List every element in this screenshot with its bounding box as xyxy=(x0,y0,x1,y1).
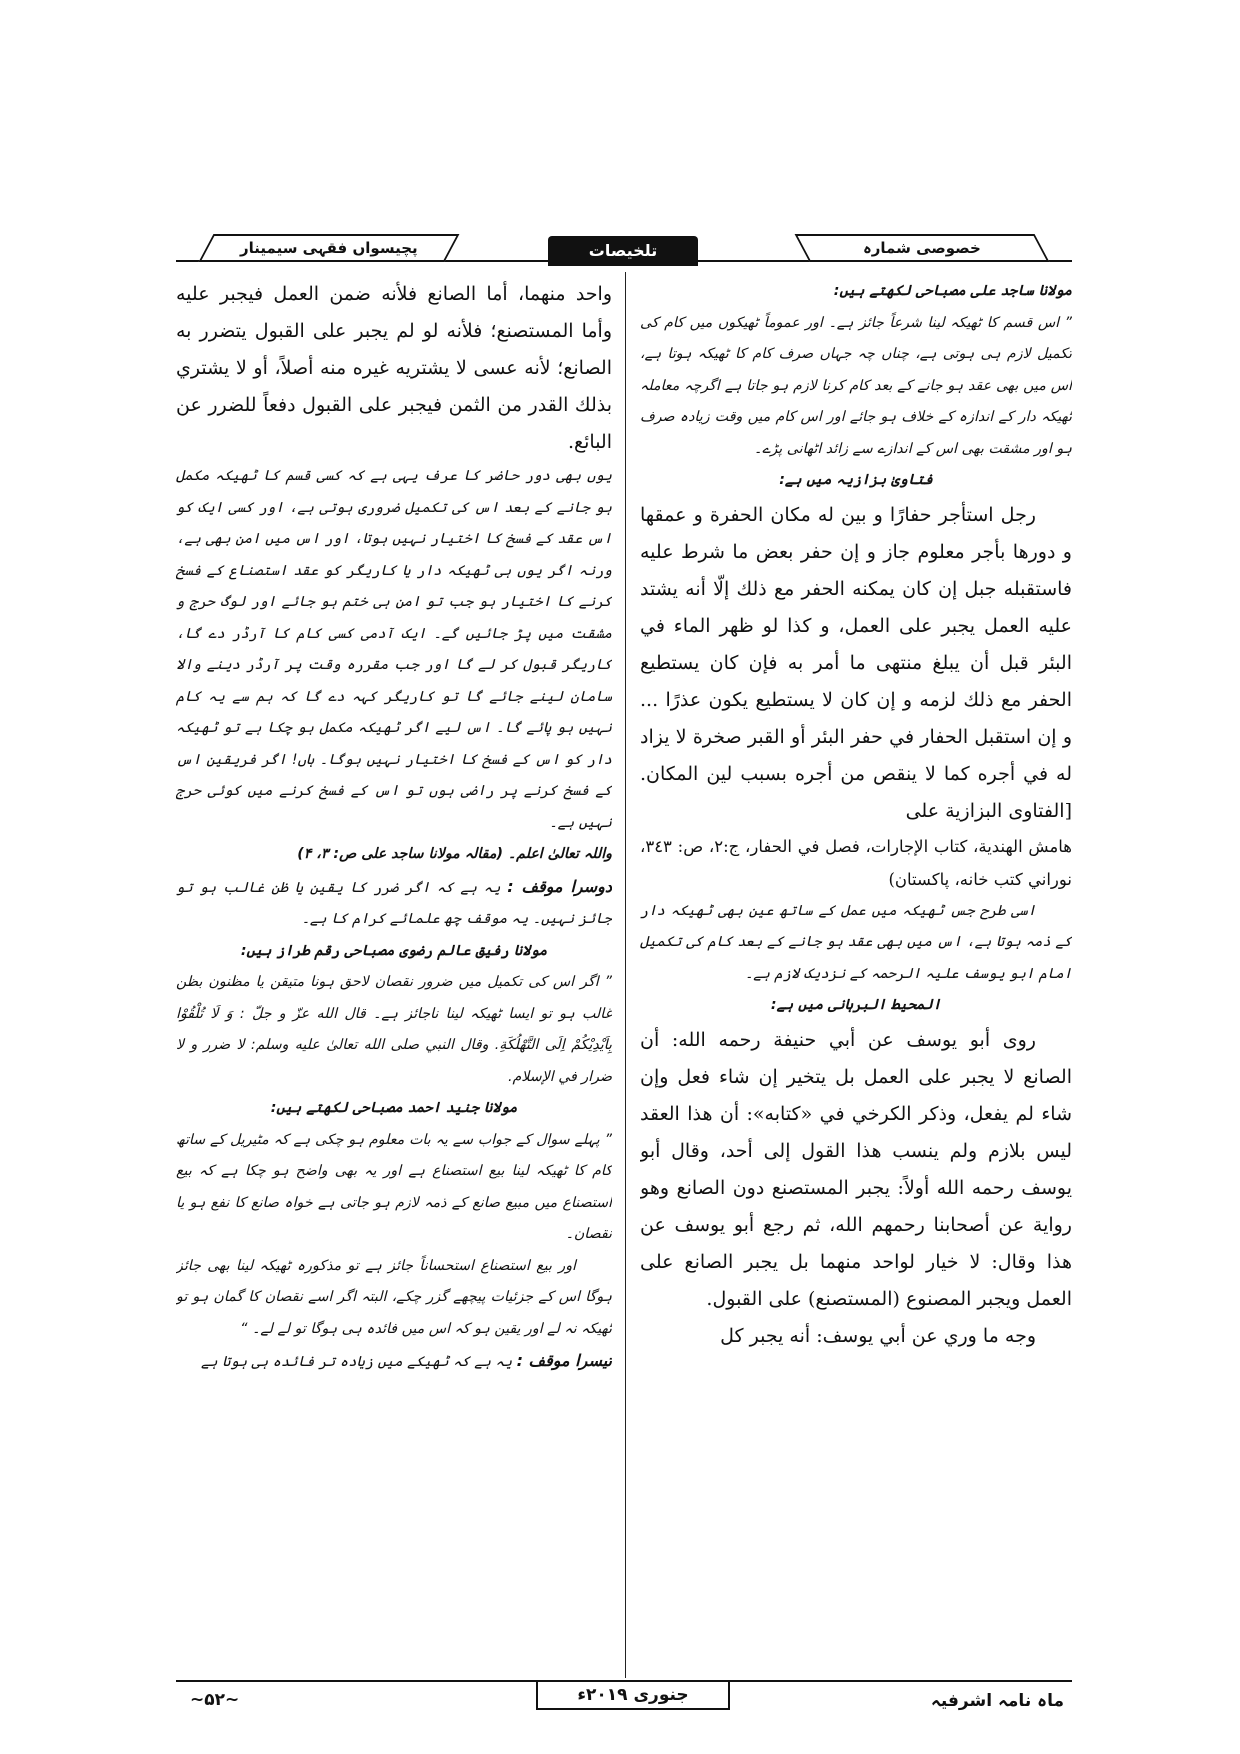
footer-page-number: ~۵۲~ xyxy=(190,1690,240,1710)
stance-heading: دوسرا موقف : xyxy=(507,876,612,896)
paragraph xyxy=(640,990,1072,1022)
page-header xyxy=(176,232,1072,266)
paragraph-text: مولانا جنید احمد مصباحی لکھتے ہیں: xyxy=(270,1100,518,1116)
paragraph xyxy=(176,276,612,461)
left-column xyxy=(176,276,612,1674)
paragraph-text: فتاویٰ بزازیہ میں ہے: xyxy=(779,472,933,488)
paragraph xyxy=(640,896,1072,991)
paragraph-text: ” پہلے سوال کے جواب سے یہ بات معلوم ہو چکی ہے کہ مٹیریل کے ساتھ کام کا ٹھیکہ لینا بیع استصناع ہے اور یہ بھی واضح ہو چکا ہے کہ بیع استصناع میں مبیع صانع کے ذمہ لازم ہو جاتی ہے خواہ صانع کا نفع ہو یا نقصان۔ xyxy=(176,1131,612,1242)
paragraph-text: یہ ہے کہ ٹھیکے میں زیادہ تر فائدہ ہی ہوتا ہے xyxy=(200,1354,517,1370)
header-tab-seminar xyxy=(199,234,460,262)
header-seminar-label: پچیسواں فقہی سیمینار xyxy=(240,239,418,257)
paragraph xyxy=(176,871,612,936)
paragraph-text: ” اس قسم کا ٹھیکہ لینا شرعاً جائز ہے۔ اور عموماً ٹھیکوں میں کام کی تکمیل لازم ہی ہوتی ہے، چناں چہ جہاں صرف کام کا ٹھیکہ ہوتا ہے، اس میں بھی عقد ہو جانے کے بعد کام کرنا لازم ہو جاتا ہے اگرچہ معاملہ ٹھیکہ دار کے اندازہ کے خلاف ہو جائے اور اس کام میں وقت زیادہ صرف ہو اور مشقت بھی اس کے اندازے سے زائد اٹھانی پڑے۔ xyxy=(640,314,1072,457)
footer-issue-date: جنوری ۲۰۱۹ء xyxy=(536,1682,730,1710)
paragraph-text: اور بیع استصناع استحساناً جائز ہے تو مذکورہ ٹھیکہ لینا بھی جائز ہوگا اس کے جزئیات پیچھے گزر چکے، البتہ اگر اسے نقصان کا گمان ہو تو ٹھیکہ نہ لے اور یقین ہو کہ اس میں فائدہ ہی ہوگا تو لے لے۔ “ xyxy=(176,1257,612,1337)
paragraph xyxy=(640,1022,1072,1318)
paragraph-text: واللہ تعالیٰ اعلم۔ (مقالہ مولانا ساجد علی ص: ۳، ۴) xyxy=(297,846,612,862)
paragraph xyxy=(176,461,612,839)
header-tab-issue xyxy=(795,234,1050,262)
paragraph xyxy=(640,276,1072,308)
paragraph xyxy=(176,1251,612,1346)
paragraph xyxy=(640,830,1072,896)
paragraph-text: ” اگر اس کی تکمیل میں ضرور نقصان لاحق ہونا متیقن یا مظنون بظن غالب ہو تو ایسا ٹھیکہ لینا ناجائز ہے۔ قال الله عزّ و جلّ : وَ لَا تُلْقُوْا بِاَیْدِیْكُمْ اِلَى التَّهْلُكَةِ. وقال النبي صلى الله تعالىٰ عليه وسلم: لا ضرر و لا ضرار في الإسلام. xyxy=(176,974,612,1085)
paragraph xyxy=(640,465,1072,497)
paragraph xyxy=(176,1125,612,1251)
paragraph-text: رجل استأجر حفارًا و بين له مكان الحفرة و عمقها و دورها بأجر معلوم جاز و إن حفر بعض ما شرط عليه فاستقبله جبل إن كان يمكنه الحفر مع ذلك إلّا أنه يشتد عليه العمل يجبر على العمل، و كذا لو ظهر الماء في البئر قبل أن يبلغ منتهى ما أمر به فإن كان يستطيع الحفر مع ذلك لزمه و إن كان لا يستطيع يكون عذرًا ... و إن استقبل الحفار في حفر البئر أو القبر صخرة لا يزاد له في أجره كما لا ينقص من أجره بسبب لين المكان. [الفتاوى البزازية على xyxy=(640,503,1072,822)
paragraph xyxy=(176,967,612,1093)
column-divider xyxy=(625,272,626,1678)
paragraph-text: هامش الهندية، كتاب الإجارات، فصل في الحفار، ج:٢، ص: ٣٤٣، نوراني كتب خانه، پاكستان) xyxy=(640,836,1072,889)
paragraph-text: مولانا ساجد علی مصباحی لکھتے ہیں: xyxy=(833,283,1072,299)
paragraph-text: یہ ہے کہ اگر ضرر کا یقین یا ظن غالب ہو تو جائز نہیں۔ یہ موقف چھ علمائے کرام کا ہے۔ xyxy=(176,879,612,927)
header-section-label: تلخیصات xyxy=(588,241,658,260)
paragraph-text: المحیط البرہانی میں ہے: xyxy=(770,997,942,1013)
header-tab-section xyxy=(548,236,698,266)
stance-heading: تیسرا موقف : xyxy=(516,1351,612,1370)
paragraph-text: یوں بھی دور حاضر کا عرف یہی ہے کہ کسی قسم کا ٹھیکہ مکمل ہو جانے کے بعد اس کی تکمیل ضروری ہوتی ہے، اور کسی ایک کو اس عقد کے فسخ کا اختیار نہیں ہوتا، اور اس میں امن بھی ہے، ورنہ اگر یوں ہی ٹھیکہ دار یا کاریگر کو عقد استصناع کے فسخ کرنے کا اختیار ہو جب تو امن ہی ختم ہو جائے اور لوگ حرج و مشقت میں پڑ جائیں گے۔ ایک آدمی کسی کام کا آرڈر دے گا، کاریگر قبول کر لے گا اور جب مقررہ وقت پر آرڈر دینے والا سامان لینے جائے گا تو کاریگر کہہ دے گا کہ ہم سے یہ کام نہیں ہو پائے گا۔ اس لیے اگر ٹھیکہ مکمل ہو چکا ہے تو ٹھیکہ دار کو اس کے فسخ کا اختیار نہیں ہوگا۔ ہاں! اگر فریقین اس کے فسخ کرنے پر راضی ہوں تو اس کے فسخ کرنے میں کوئی حرج نہیں ہے۔ xyxy=(176,468,612,831)
paragraph-text: مولانا رفیق عالم رضوی مصباحی رقم طراز ہیں: xyxy=(240,942,548,959)
paragraph-text: واحد منهما، أما الصانع فلأنه ضمن العمل فيجبر عليه وأما المستصنع؛ فلأنه لو لم يجبر على القبول يتضرر به الصانع؛ لأنه عسى لا يشتريه غيره منه أصلاً، أو لا يشتري بذلك القدر من الثمن فيجبر على القبول دفعاً للضرر عن البائع. xyxy=(176,283,612,453)
header-issue-label: خصوصی شمارہ xyxy=(863,239,981,257)
paragraph xyxy=(176,936,612,968)
paragraph-text: وجه ما وري عن أبي يوسف: أنه يجبر كل xyxy=(720,1324,1036,1347)
paragraph-text: روى أبو يوسف عن أبي حنيفة رحمه الله: أن الصانع لا يجبر على العمل بل يتخير إن شاء فعل وإن شاء لم يفعل، وذكر الكرخي في «كتابه»: أن هذا العقد ليس بلازم ولم ينسب هذا القول إلى أحد، وقال أبو يوسف رحمه الله أولاً: يجبر المستصنع دون الصانع وهو رواية عن أصحابنا رحمهم الله، ثم رجع أبو يوسف عن هذا وقال: لا خيار لواحد منهما بل يجبر الصانع على العمل ويجبر المصنوع (المستصنع) على القبول. xyxy=(640,1028,1072,1310)
footer-magazine-name: ماہ نامہ اشرفیہ xyxy=(930,1691,1064,1711)
page-footer xyxy=(176,1678,1072,1714)
right-column xyxy=(640,276,1072,1674)
paragraph xyxy=(640,308,1072,466)
paragraph xyxy=(640,497,1072,830)
paragraph xyxy=(640,1318,1072,1355)
paragraph xyxy=(176,1345,612,1379)
paragraph xyxy=(176,839,612,871)
paragraph xyxy=(176,1093,612,1125)
paragraph-text: اسی طرح جس ٹھیکہ میں عمل کے ساتھ عین بھی ٹھیکہ دار کے ذمہ ہوتا ہے، اس میں بھی عقد ہو جانے کے بعد کام کی تکمیل امام ابو یوسف علیہ الرحمہ کے نزدیک لازم ہے۔ xyxy=(640,902,1072,982)
